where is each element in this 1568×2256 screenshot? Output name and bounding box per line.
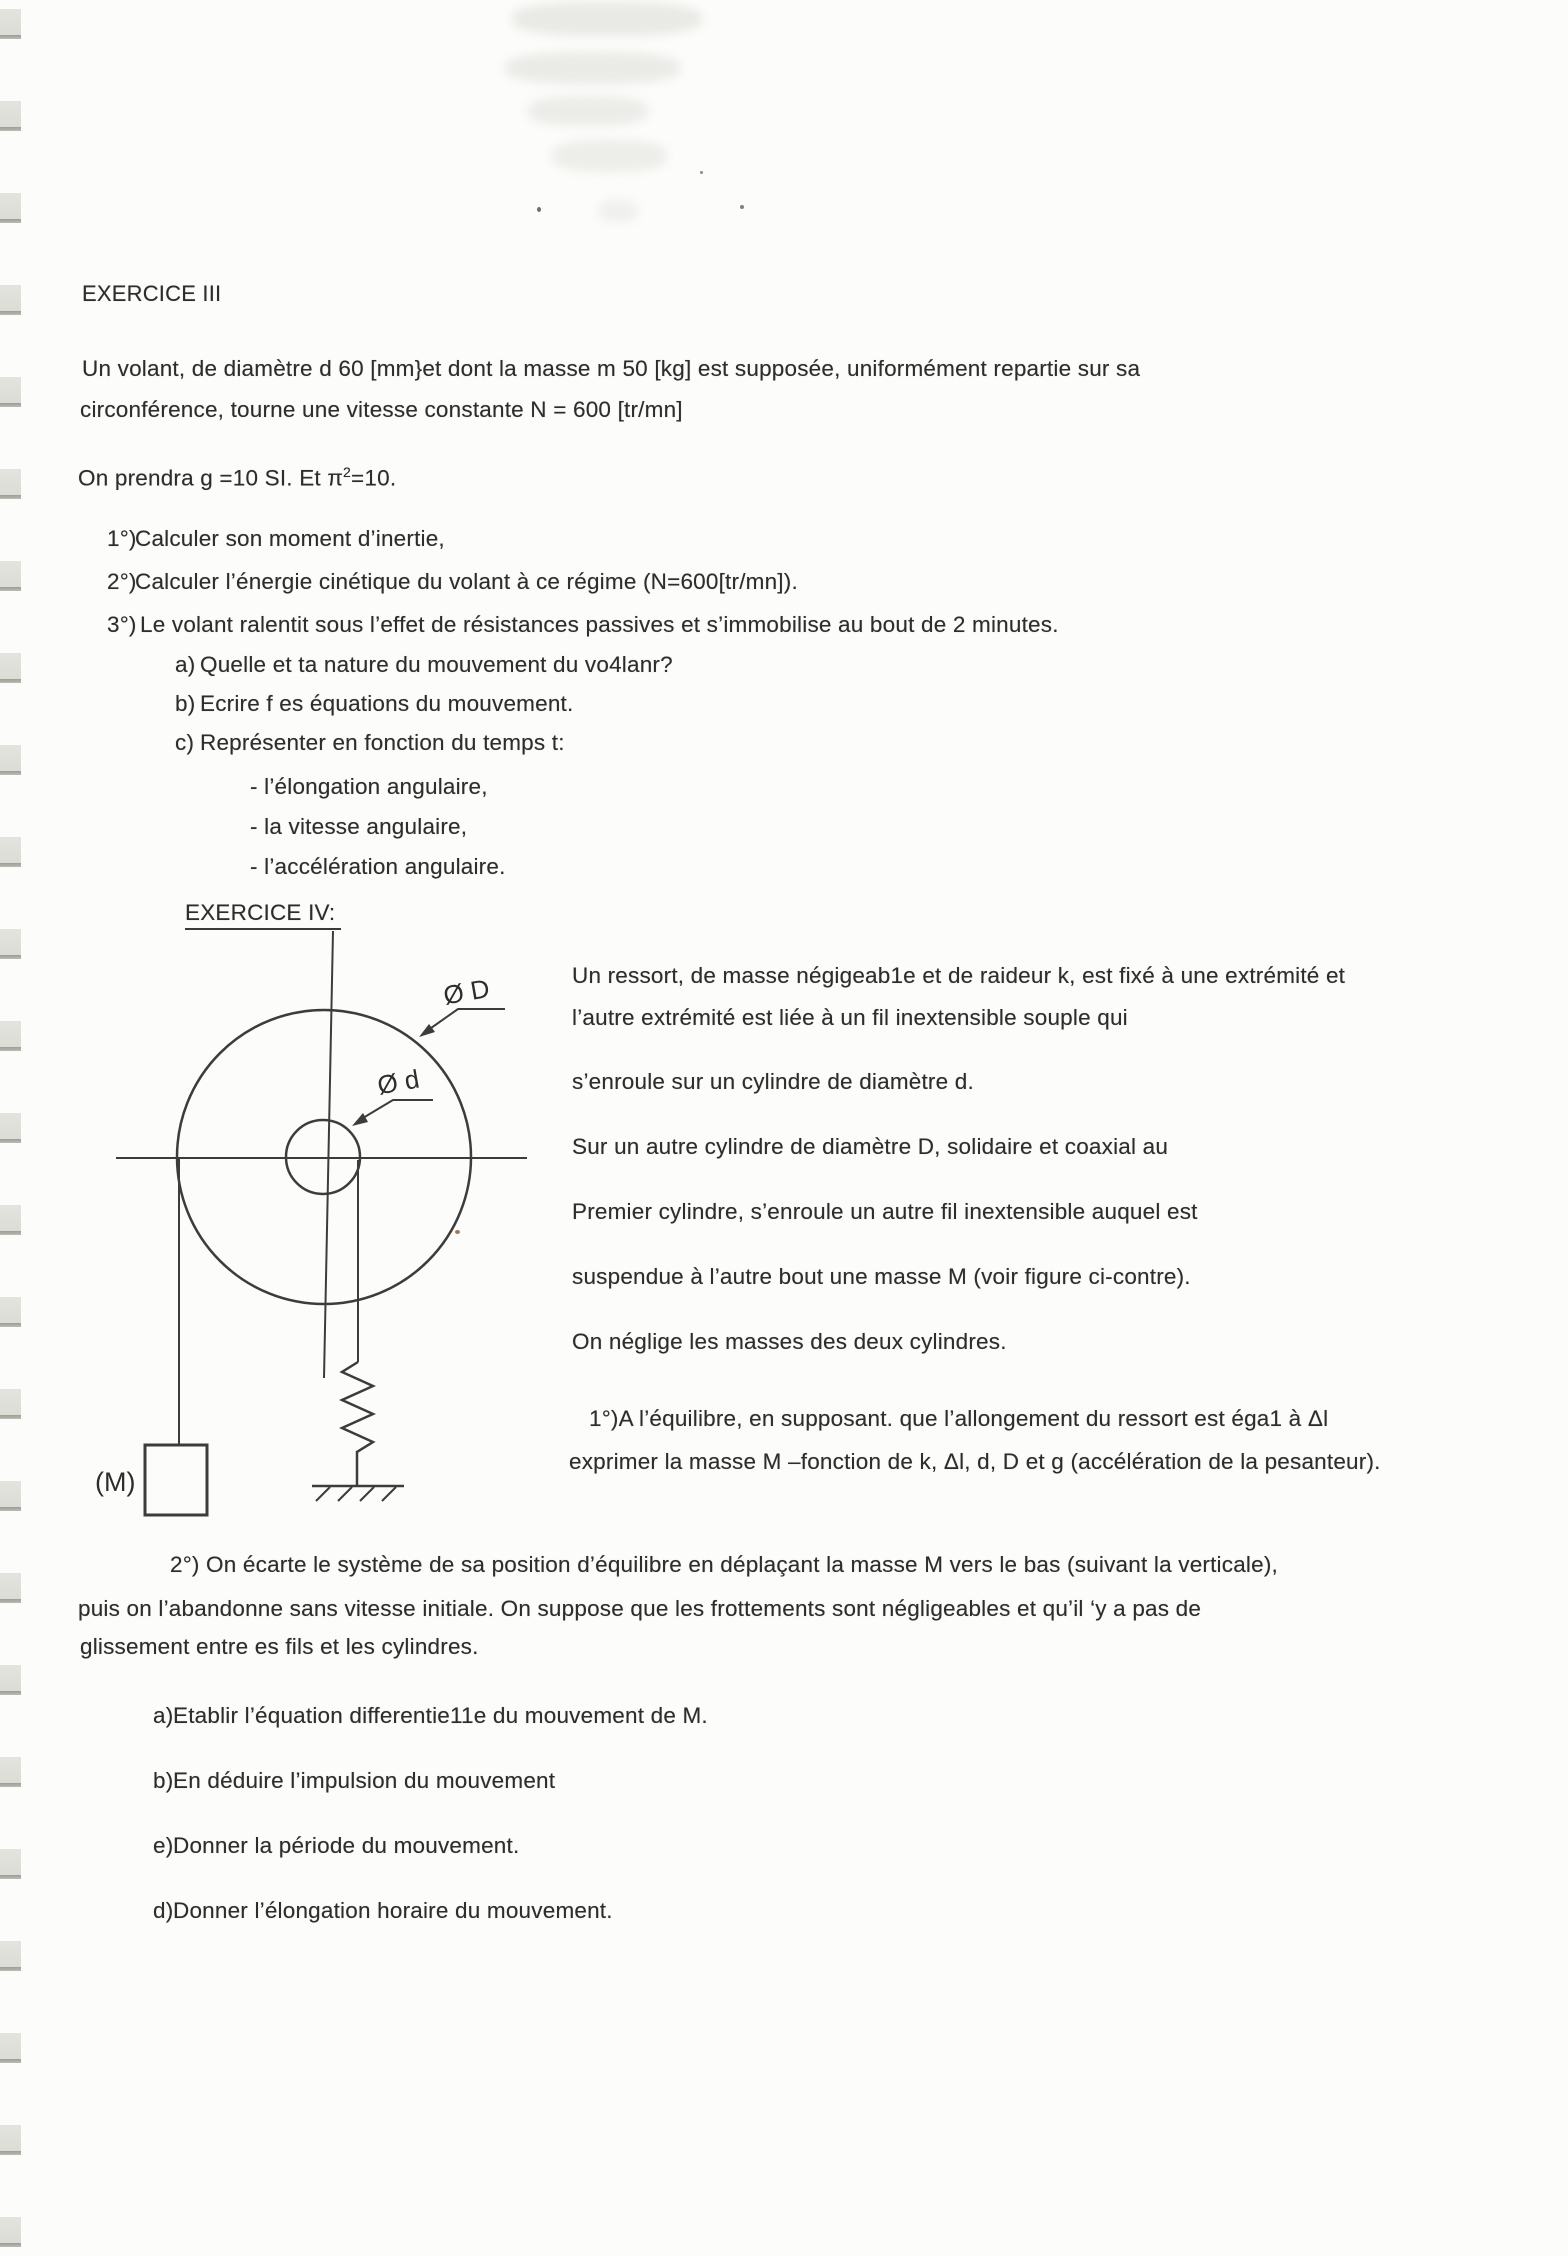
scan-bleedthrough-smudge xyxy=(505,52,680,84)
exercise3-given xyxy=(78,458,396,493)
scan-speck xyxy=(700,171,703,174)
exercise4-title-text: EXERCICE IV: xyxy=(185,900,341,930)
arrowhead-d xyxy=(352,1113,368,1126)
ex4-subquestion-b xyxy=(153,1767,555,1795)
subitem-letter: b) xyxy=(175,691,196,716)
exercise3-item-3 xyxy=(107,611,1059,639)
scan-bleedthrough-smudge xyxy=(598,200,638,222)
question-letter: b) xyxy=(153,1768,174,1793)
ground-hatch xyxy=(316,1487,396,1501)
subitem-letter: c) xyxy=(175,730,195,755)
question-letter: a) xyxy=(153,1703,174,1728)
leader-line-d xyxy=(358,1100,433,1121)
item-number: 3°) xyxy=(107,612,137,637)
dash-item-vitesse: - la vitesse angulaire, xyxy=(250,814,468,839)
label-small-diameter: Ø d xyxy=(375,1063,422,1101)
ex4-line-2: l’autre extrémité est liée à un fil inextensible souple qui xyxy=(572,1005,1128,1030)
exercise3-subitem-c xyxy=(175,729,565,757)
ex4-subquestion-d xyxy=(153,1897,613,1925)
dash-item-acceleration: - l’accélération angulaire. xyxy=(250,854,506,879)
given-suffix: =10. xyxy=(351,465,397,491)
question-text: Donner l’élongation horaire du mouvement. xyxy=(173,1898,613,1923)
exercise3-item-2 xyxy=(107,568,798,596)
ex4-line-5: Premier cylindre, s’enroule un autre fil inextensible auquel est xyxy=(572,1199,1198,1224)
ex4-question2-line1: 2°) On écarte le système de sa position d’équilibre en déplaçant la masse M vers le bas (suivant la verticale), xyxy=(170,1552,1278,1577)
question-text: En déduire l’impulsion du mouvement xyxy=(173,1768,556,1793)
ex4-line-1: Un ressort, de masse négigeab1e et de raideur k, est fixé à une extrémité et xyxy=(572,963,1346,988)
item-text: Calculer son moment d’inertie, xyxy=(135,526,445,551)
item-number: 1°) xyxy=(107,526,137,551)
exercise3-subitem-b xyxy=(175,690,573,718)
exercise3-item-1 xyxy=(107,525,445,553)
label-big-diameter: Ø D xyxy=(441,972,492,1011)
vertical-centerline xyxy=(324,931,333,1378)
question-letter: e) xyxy=(153,1833,174,1858)
label-mass: (M) xyxy=(95,1467,136,1497)
item-text: Le volant ralentit sous l’effet de résistances passives et s’immobilise au bout de 2 minutes. xyxy=(140,612,1059,637)
exercise3-title: EXERCICE III xyxy=(82,281,222,306)
pulley-spring-figure xyxy=(60,925,540,1525)
scan-speck xyxy=(740,205,744,209)
scan-speck xyxy=(537,207,541,212)
exercise3-intro-line2: circonférence, tourne une vitesse constante N = 600 [tr/mn] xyxy=(80,397,683,422)
pi-squared-exponent: 2 xyxy=(343,464,352,480)
spiral-binding-marks xyxy=(0,0,21,2256)
item-text: Calculer l’énergie cinétique du volant à ce régime (N=600[tr/mn]). xyxy=(135,569,798,594)
subitem-text: Quelle et ta nature du mouvement du vo4lanr? xyxy=(200,652,673,677)
question-text: Etablir l’équation differentie11e du mouvement de M. xyxy=(173,1703,708,1728)
ex4-line-3: s’enroule sur un cylindre de diamètre d. xyxy=(572,1069,974,1094)
scan-bleedthrough-smudge xyxy=(512,2,702,36)
subitem-text: Représenter en fonction du temps t: xyxy=(200,730,565,755)
subitem-letter: a) xyxy=(175,652,196,677)
spring xyxy=(342,1362,373,1486)
ex4-line-6: suspendue à l’autre bout une masse M (voir figure ci-contre). xyxy=(572,1264,1191,1289)
scan-bleedthrough-smudge xyxy=(552,140,667,172)
question-letter: d) xyxy=(153,1898,174,1923)
scan-bleedthrough-smudge xyxy=(528,96,648,126)
subitem-text: Ecrire f es équations du mouvement. xyxy=(200,691,574,716)
exercise3-subitem-a xyxy=(175,651,673,679)
question-text: Donner la période du mouvement. xyxy=(173,1833,520,1858)
ex4-line-4: Sur un autre cylindre de diamètre D, solidaire et coaxial au xyxy=(572,1134,1169,1159)
ex4-question1-line2: exprimer la masse M –fonction de k, Δl, d, D et g (accélération de la pesanteur). xyxy=(569,1449,1381,1474)
mass-box xyxy=(145,1445,207,1515)
ex4-question1-line1: 1°)A l’équilibre, en supposant. que l’allongement du ressort est éga1 à Δl xyxy=(589,1406,1329,1431)
given-prefix: On prendra g =10 SI. Et π xyxy=(78,465,344,491)
ex4-question2-line3: glissement entre es fils et les cylindres. xyxy=(80,1634,479,1659)
ex4-line-7: On néglige les masses des deux cylindres. xyxy=(572,1329,1007,1354)
ex4-subquestion-e xyxy=(153,1832,519,1860)
exercise4-title xyxy=(185,899,341,927)
dash-item-elongation: - l’élongation angulaire, xyxy=(250,774,488,799)
ex4-subquestion-a xyxy=(153,1702,708,1730)
leader-line-D xyxy=(424,1009,505,1033)
ex4-question2-line2: puis on l’abandonne sans vitesse initiale. On suppose que les frottements sont négligeables et qu’il ‘y a pas de xyxy=(78,1596,1202,1621)
item-number: 2°) xyxy=(107,569,137,594)
exercise3-intro-line1: Un volant, de diamètre d 60 [mm}et dont la masse m 50 [kg] est supposée, uniformément repartie sur sa xyxy=(82,356,1141,381)
